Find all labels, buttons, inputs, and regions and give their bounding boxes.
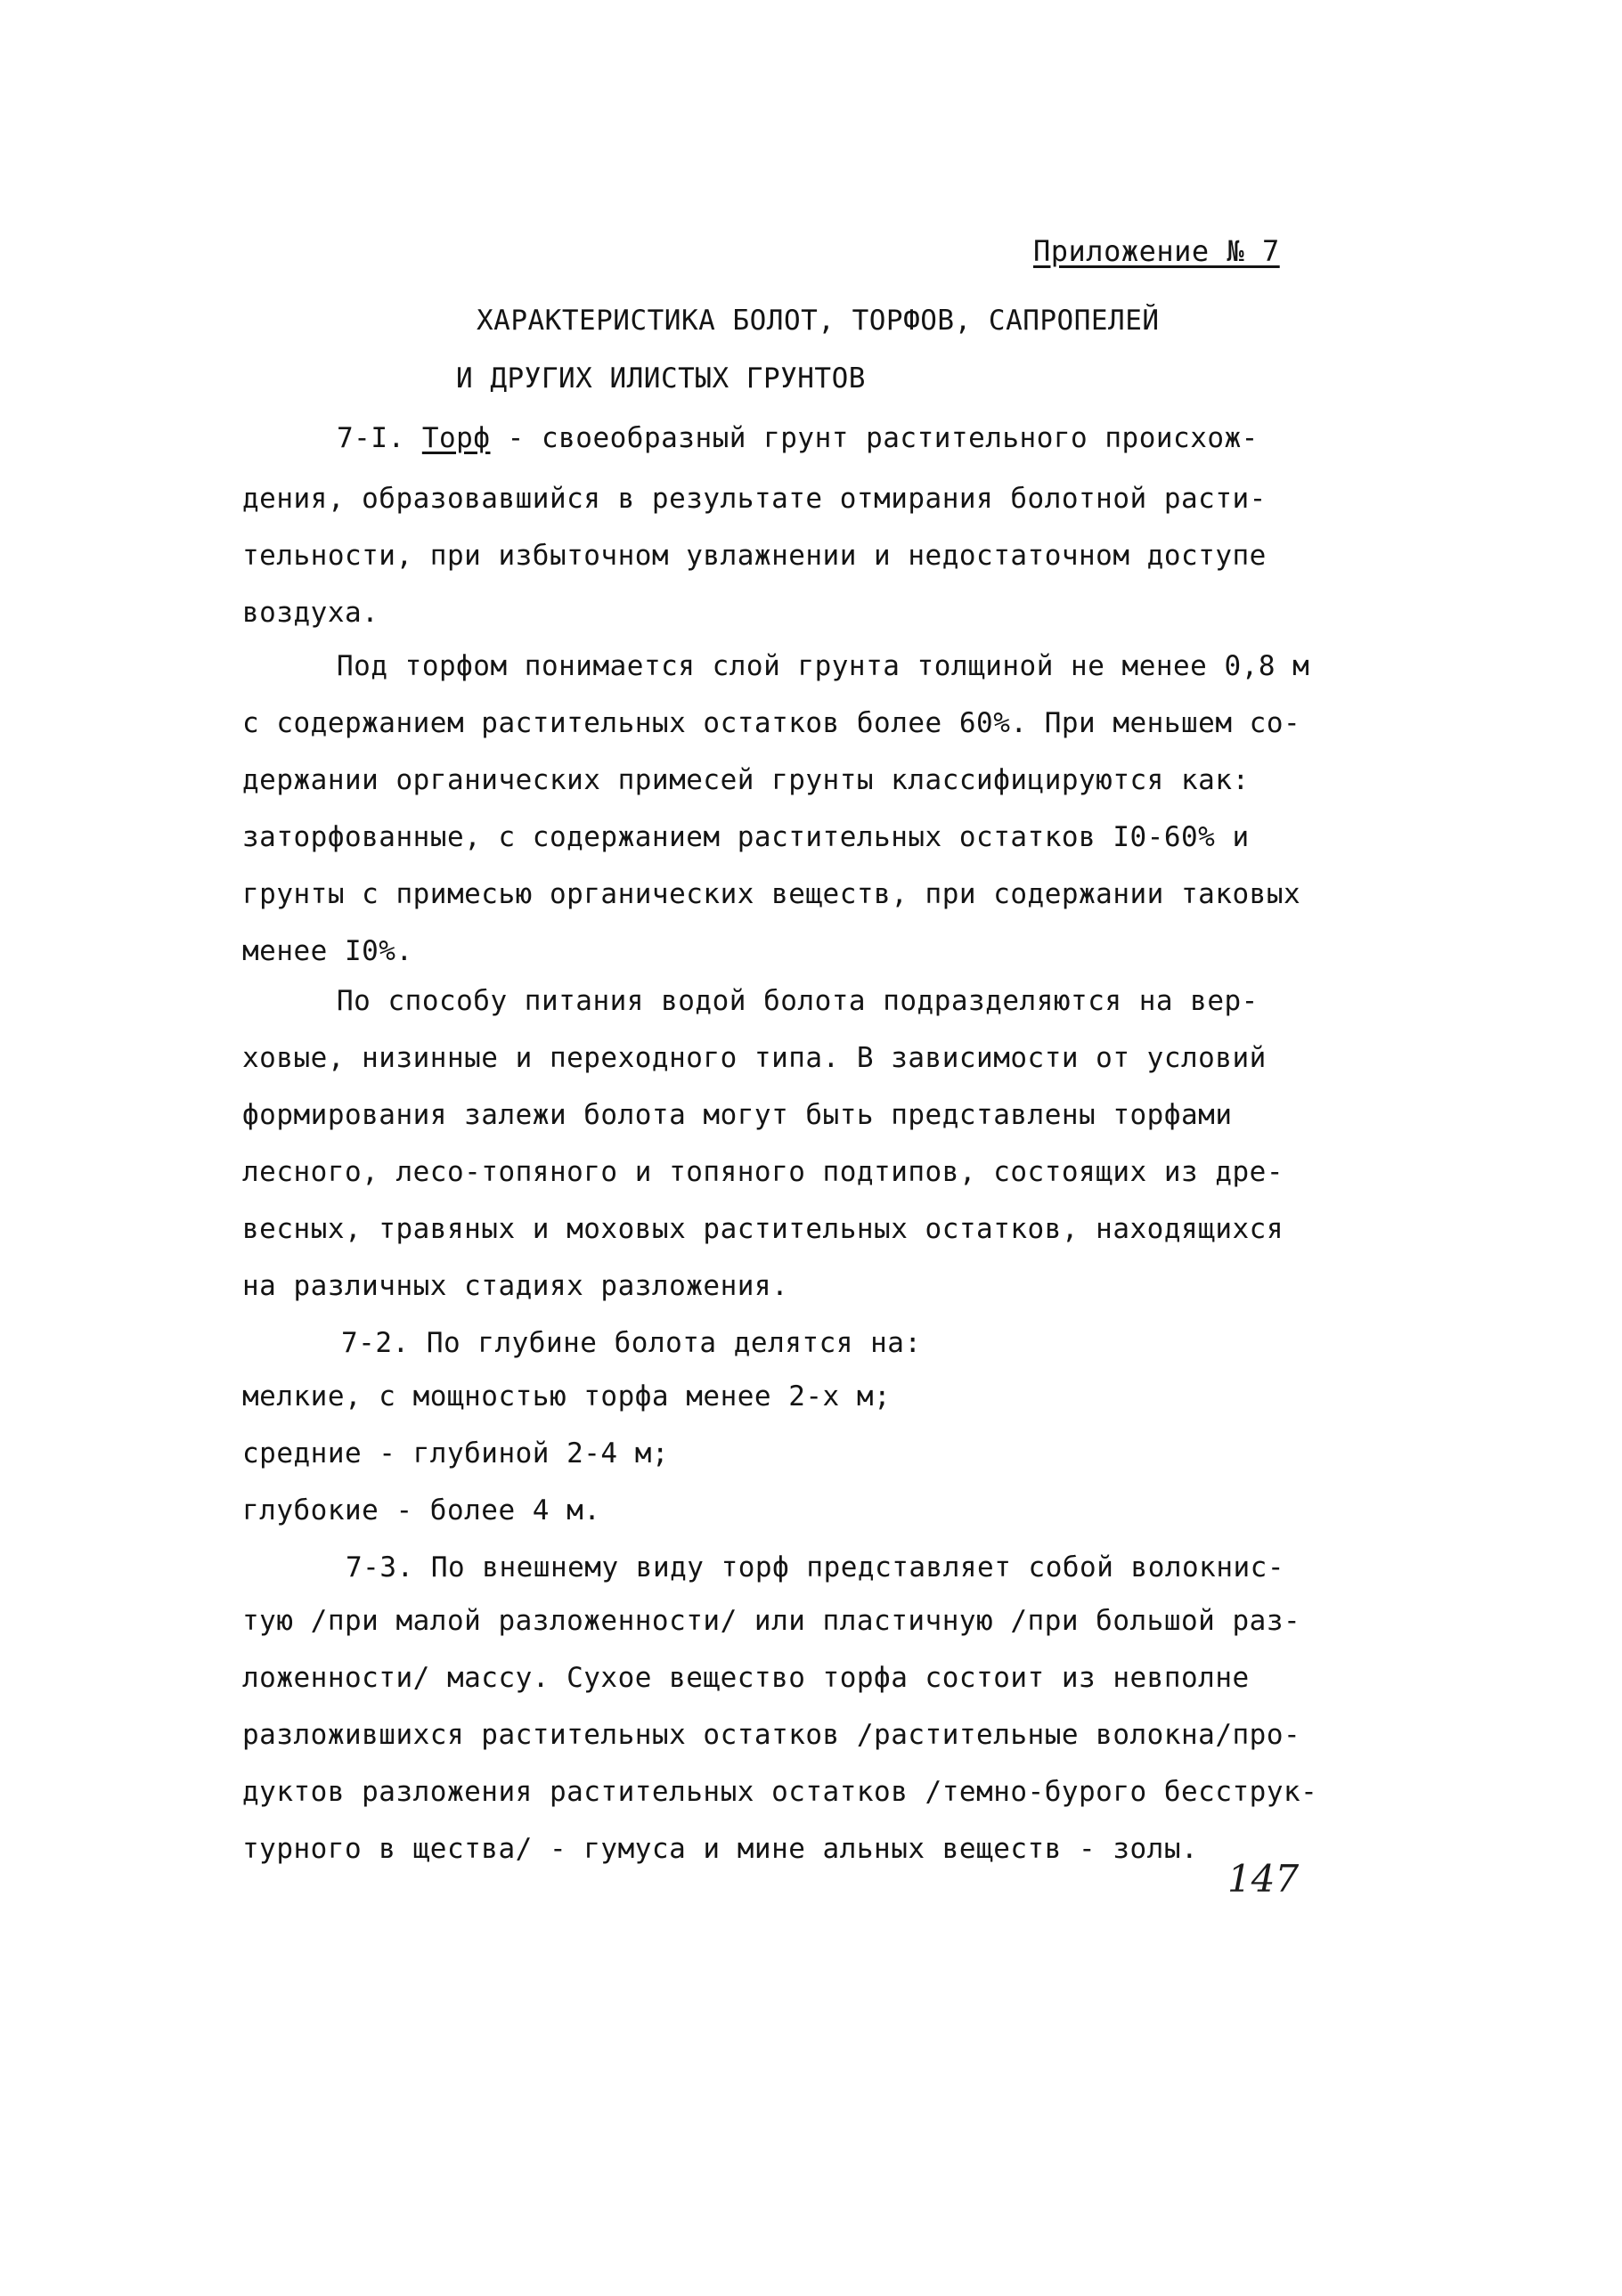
paragraph-2-line-2: с содержанием растительных остатков более 60%. При меньшем со- (242, 707, 1301, 739)
paragraph-2-line-4: заторфованные, с содержанием растительных остатков I0-60% и (242, 821, 1250, 853)
paragraph-3-line-4: лесного, лесо-топяного и топяного подтипов, состоящих из дре- (242, 1156, 1284, 1188)
paragraph-7-2-line-3: средние - глубиной 2-4 м; (242, 1437, 670, 1470)
paragraph-7-3-line-6: турного в щества/ - гумуса и мине альных веществ - золы. (242, 1833, 1199, 1865)
paragraph-3-line-6: на различных стадиях разложения. (242, 1270, 789, 1302)
paragraph-2-line-1: Под торфом понимается слой грунта толщиной не менее 0,8 м (337, 650, 1310, 682)
paragraph-7-3-line-2: тую /при малой разложенности/ или пластичную /при большой раз- (242, 1605, 1301, 1637)
paragraph-7-3-line-3: ложенности/ массу. Сухое вещество торфа состоит из невполне (242, 1662, 1250, 1694)
paragraph-7-2-line-2: мелкие, с мощностью торфа менее 2-х м; (242, 1380, 892, 1413)
paragraph-7-3-line-5: дуктов разложения растительных остатков /темно-бурого бесструк- (242, 1776, 1318, 1808)
paragraph-3-line-1: По способу питания водой болота подразделяются на вер- (337, 985, 1259, 1017)
paragraph-7-3-line-4: разложившихся растительных остатков /растительные волокна/про- (242, 1719, 1301, 1751)
paragraph-3-line-3: формирования залежи болота могут быть представлены торфами (242, 1099, 1233, 1131)
term-peat: Торф (421, 422, 491, 454)
section-number: 7-I. (337, 422, 422, 454)
page-number: 147 (1227, 1857, 1300, 1901)
paragraph-2-line-5: грунты с примесью органических веществ, при содержании таковых (242, 878, 1301, 910)
paragraph-7-1-line-2: дения, образовавшийся в результате отмирания болотной расти- (242, 483, 1267, 515)
appendix-label (1033, 233, 1280, 269)
paragraph-2-line-6: менее I0%. (242, 935, 413, 967)
paragraph-7-1-line-1 (337, 420, 1259, 456)
document-title-line-2: И ДРУГИХ ИЛИСТЫХ ГРУНТОВ (456, 362, 866, 395)
appendix-label-text: Приложение № 7 (1033, 234, 1280, 268)
paragraph-3-line-2: ховые, низинные и переходного типа. В зависимости от условий (242, 1042, 1267, 1074)
paragraph-text: - своеобразный грунт растительного происхож- (490, 422, 1259, 454)
paragraph-2-line-3: держании органических примесей грунты классифицируются как: (242, 764, 1250, 796)
paragraph-7-1-line-4: воздуха. (242, 597, 379, 629)
paragraph-3-line-5: весных, травяных и моховых растительных остатков, находящихся (242, 1213, 1284, 1245)
paragraph-7-2-line-4: глубокие - более 4 м. (242, 1494, 601, 1527)
paragraph-7-1-line-3: тельности, при избыточном увлажнении и недостаточном доступе (242, 540, 1267, 572)
document-title-line-1: ХАРАКТЕРИСТИКА БОЛОТ, ТОРФОВ, САПРОПЕЛЕЙ (477, 305, 1160, 337)
paragraph-7-3-line-1: 7-3. По внешнему виду торф представляет собой волокнис- (346, 1551, 1284, 1584)
paragraph-7-2-line-1: 7-2. По глубине болота делятся на: (341, 1327, 922, 1359)
